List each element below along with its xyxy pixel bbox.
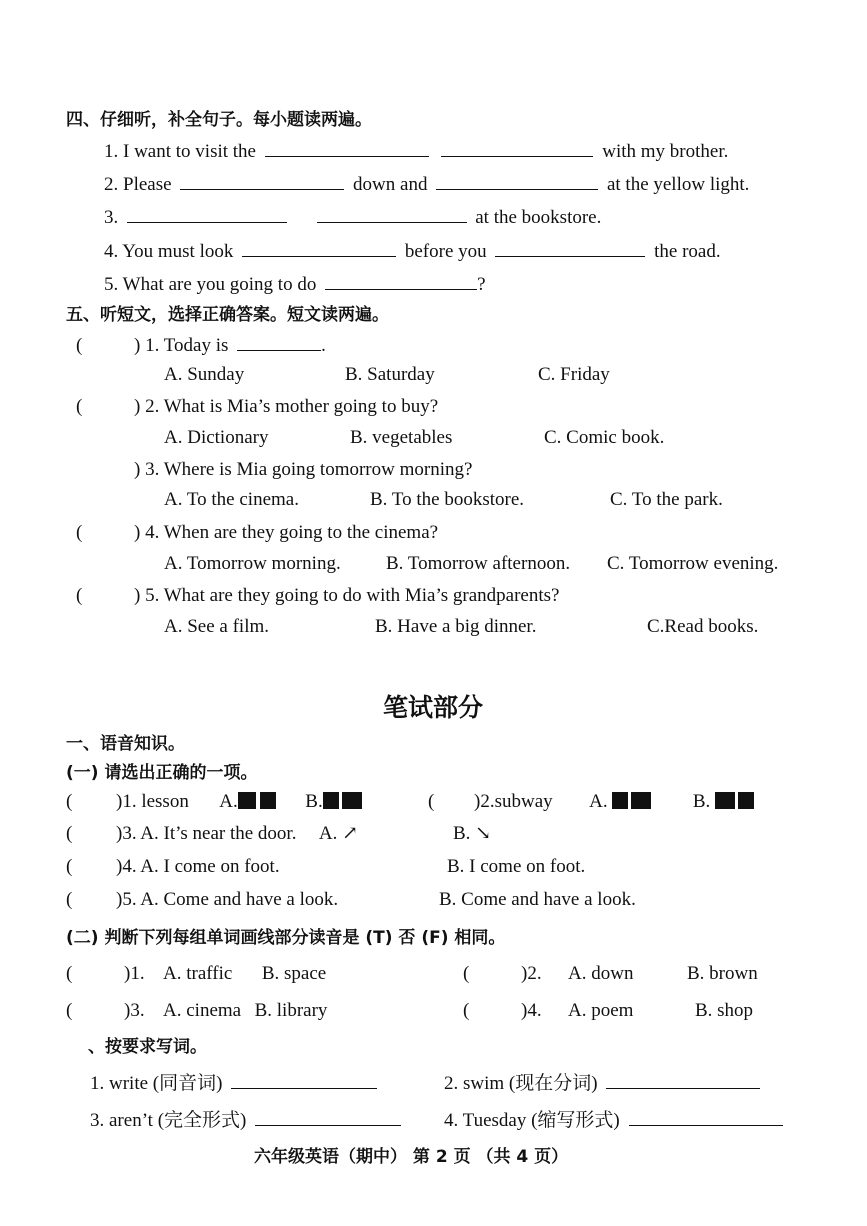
answer-blank[interactable] [606,1070,760,1089]
s5-question-2: ( ) 2. What is Mia’s mother going to buy? [76,396,439,417]
p1-question-4: ( )4. A. I come on foot. [66,856,280,877]
answer-paren[interactable]: ) [116,823,123,844]
s5-q4-option-b: B. Tomorrow afternoon. [386,553,571,574]
s5-q5-option-b: B. Have a big dinner. [375,616,537,637]
answer-paren[interactable]: ) [521,1000,528,1021]
s5-q2-option-c: C. Comic book. [544,427,665,448]
s5-q1-option-c: C. Friday [538,364,610,385]
p1-question-3: ( )3. A. It’s near the door. A. ↗ [66,823,359,844]
s5-q5-option-c: C.Read books. [647,616,759,637]
s5-q3-option-a: A. To the cinema. [164,489,299,510]
p1-q3-option-b: B. ↘ [453,823,492,844]
s4-item-1: 1. I want to visit the with my brother. [104,138,728,164]
s5-q5-option-a: A. See a film. [164,616,270,637]
part1-heading: 一、语音知识。 [66,734,185,754]
answer-blank[interactable] [255,1107,401,1126]
phonetic-symbol-a2 [260,792,276,809]
word-question-3: 3. aren’t (完全形式) [90,1107,405,1133]
s5-q4-option-a: A. Tomorrow morning. [164,553,341,574]
p2-question-3: ( )3. A. cinema B. library [66,1000,328,1021]
rising-intonation-option: A. ↗ [318,823,359,844]
s5-question-4: ( ) 4. When are they going to the cinema? [76,522,439,543]
answer-paren[interactable]: ) [116,791,123,812]
s4-item-2: 2. Please down and at the yellow light. [104,171,749,197]
s5-q1-option-b: B. Saturday [345,364,435,385]
p2-question-4: ( )4. A. poem B. shop [463,1000,754,1021]
s5-q2-option-a: A. Dictionary [164,427,269,448]
answer-paren[interactable]: ) [116,889,123,910]
phonetic-symbol-b1 [323,792,339,809]
answer-blank[interactable] [237,332,321,351]
answer-blank[interactable] [242,238,396,257]
answer-paren[interactable]: ) [474,791,481,812]
p1-question-2: ( )2.subway A. B. [428,790,754,814]
answer-blank[interactable] [265,138,429,157]
s5-q2-option-b: B. vegetables [350,427,453,448]
answer-blank[interactable] [629,1107,783,1126]
s5-q4-option-c: C. Tomorrow evening. [607,553,779,574]
s5-question-3: ) 3. Where is Mia going tomorrow morning? [134,459,473,480]
answer-paren[interactable]: ) [116,856,123,877]
s5-q1-option-a: A. Sunday [164,364,245,385]
phonetic-symbol-b2 [738,792,754,809]
s5-question-5: ( ) 5. What are they going to do with Mia’s grandparents? [76,585,560,606]
answer-blank[interactable] [495,238,645,257]
s5-q3-option-c: C. To the park. [610,489,723,510]
p1-q5-option-b: B. Come and have a look. [439,889,636,910]
s4-item-3: 3. at the bookstore. [104,204,601,230]
section4-heading: 四、仔细听，补全句子。每小题读两遍。 [66,110,372,130]
part1-sub1-heading: (一) 请选出正确的一项。 [66,763,258,783]
answer-blank[interactable] [317,204,467,223]
answer-paren[interactable]: ) [134,585,141,606]
answer-blank[interactable] [325,271,477,290]
answer-paren[interactable]: ) [134,335,141,356]
phonetic-symbol-b2 [342,792,362,809]
answer-blank[interactable] [127,204,287,223]
word-question-4: 4. Tuesday (缩写形式) [444,1107,787,1133]
s4-item-5: 5. What are you going to do ? [104,271,486,297]
answer-blank[interactable] [231,1070,377,1089]
p2-question-1: ( )1. A. traffic B. space [66,963,327,984]
answer-blank[interactable] [180,171,344,190]
answer-paren[interactable]: ) [521,963,528,984]
word-question-1: 1. write (同音词) [90,1070,381,1096]
p1-question-1: ( )1. lesson A. B. [66,790,362,814]
answer-blank[interactable] [441,138,593,157]
phonetic-symbol-a2 [631,792,651,809]
answer-paren[interactable]: ) [124,1000,131,1021]
part2-heading: 、按要求写词。 [88,1037,207,1057]
answer-paren[interactable]: ) [134,459,141,480]
phonetic-symbol-a1 [612,792,628,809]
answer-paren[interactable]: ) [124,963,131,984]
written-section-title: 笔试部分 [383,693,484,722]
answer-blank[interactable] [436,171,598,190]
answer-paren[interactable]: ) [134,522,141,543]
s4-item-4: 4. You must look before you the road. [104,238,721,264]
part1-sub2-heading: (二) 判断下列每组单词画线部分读音是 (T) 否 (F) 相同。 [66,928,506,948]
p1-question-5: ( )5. A. Come and have a look. [66,889,339,910]
phonetic-symbol-b1 [715,792,735,809]
p1-q4-option-b: B. I come on foot. [447,856,586,877]
s5-question-1: ( ) 1. Today is . [76,332,326,358]
page-footer: 六年级英语（期中） 第 2 页 （共 4 页） [254,1147,569,1167]
section5-heading: 五、听短文，选择正确答案。短文读两遍。 [66,305,389,325]
phonetic-symbol-a1 [238,792,256,809]
word-question-2: 2. swim (现在分词) [444,1070,764,1096]
p2-question-2: ( )2. A. down B. brown [463,963,758,984]
s5-q3-option-b: B. To the bookstore. [370,489,525,510]
answer-paren[interactable]: ) [134,396,141,417]
